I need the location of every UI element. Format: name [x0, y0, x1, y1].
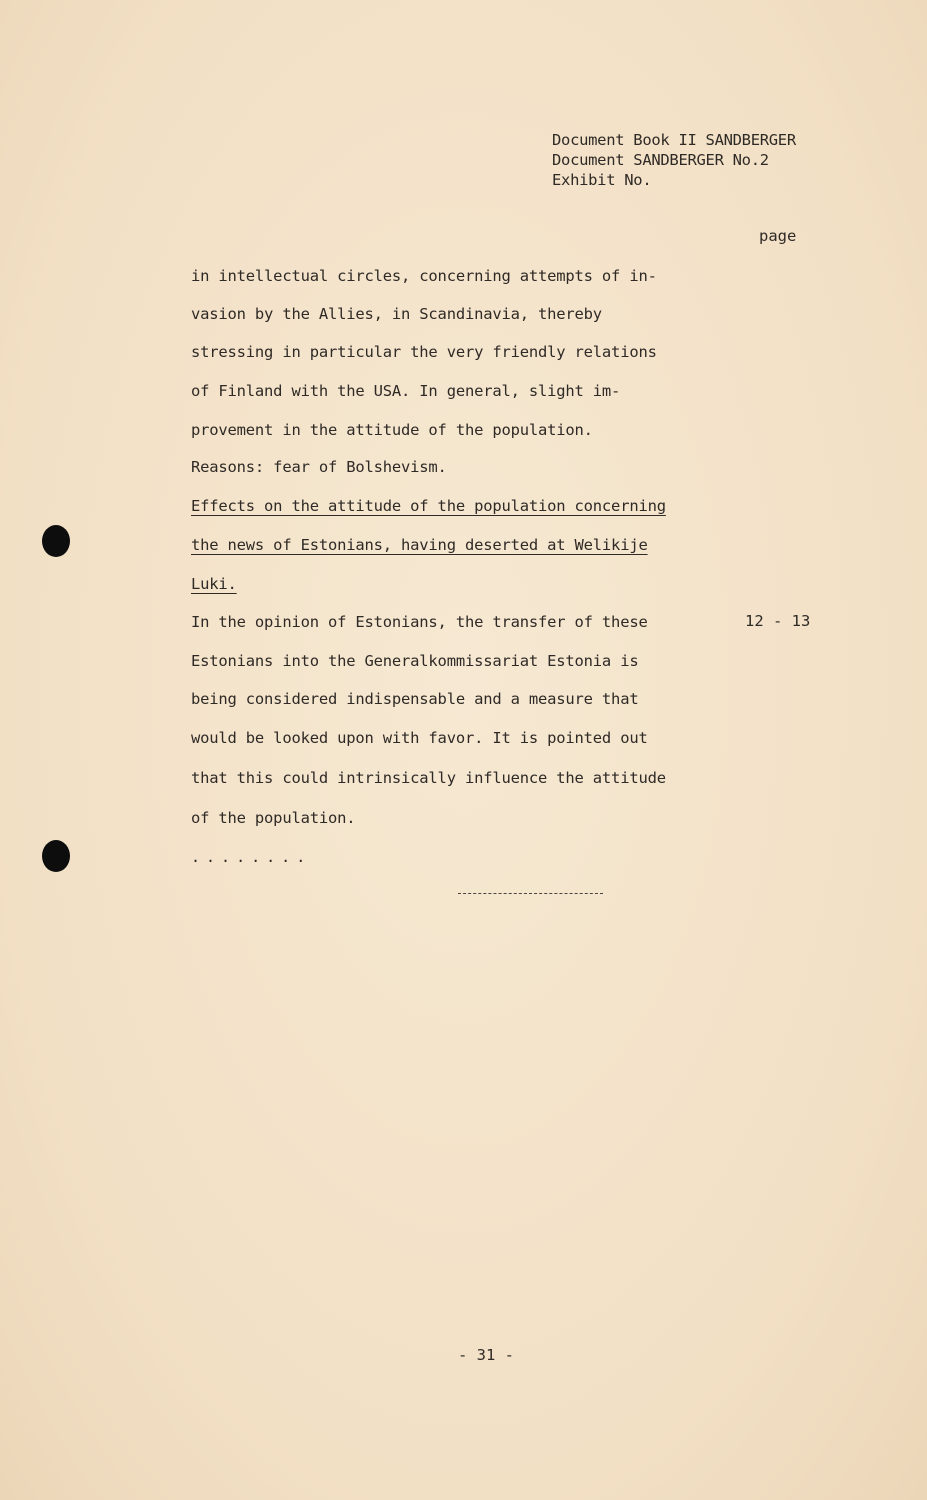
- body-line-6: Reasons: fear of Bolshevism.: [191, 458, 447, 476]
- page-column-label: page: [759, 227, 797, 245]
- punch-hole-top: [42, 525, 70, 557]
- section-heading-line-3: Luki.: [191, 575, 237, 593]
- body-line-10: In the opinion of Estonians, the transfer of these: [191, 613, 648, 631]
- body-line-12: being considered indispensable and a measure that: [191, 690, 639, 708]
- body-line-4: of Finland with the USA. In general, slight im-: [191, 382, 621, 400]
- body-line-14: that this could intrinsically influence the attitude: [191, 769, 666, 787]
- margin-page-reference: 12 - 13: [745, 612, 811, 630]
- body-line-15: of the population.: [191, 809, 356, 827]
- document-number-line: Document SANDBERGER No.2: [552, 151, 769, 169]
- body-line-11: Estonians into the Generalkommissariat Estonia is: [191, 652, 639, 670]
- body-line-2: vasion by the Allies, in Scandinavia, thereby: [191, 305, 602, 323]
- section-heading-line-2: the news of Estonians, having deserted at Welikije: [191, 536, 648, 554]
- body-line-5: provement in the attitude of the population.: [191, 421, 593, 439]
- end-rule: [458, 893, 603, 894]
- body-line-1: in intellectual circles, concerning attempts of in-: [191, 267, 657, 285]
- ellipsis-dots: ........: [191, 848, 312, 866]
- exhibit-line: Exhibit No.: [552, 171, 652, 189]
- document-book-line: Document Book II SANDBERGER: [552, 131, 796, 149]
- section-heading-line-1: Effects on the attitude of the population concerning: [191, 497, 666, 515]
- punch-hole-bottom: [42, 840, 70, 872]
- page-number: - 31 -: [458, 1346, 514, 1364]
- body-line-13: would be looked upon with favor. It is pointed out: [191, 729, 648, 747]
- document-reference-block: [552, 130, 796, 190]
- body-line-3: stressing in particular the very friendly relations: [191, 343, 657, 361]
